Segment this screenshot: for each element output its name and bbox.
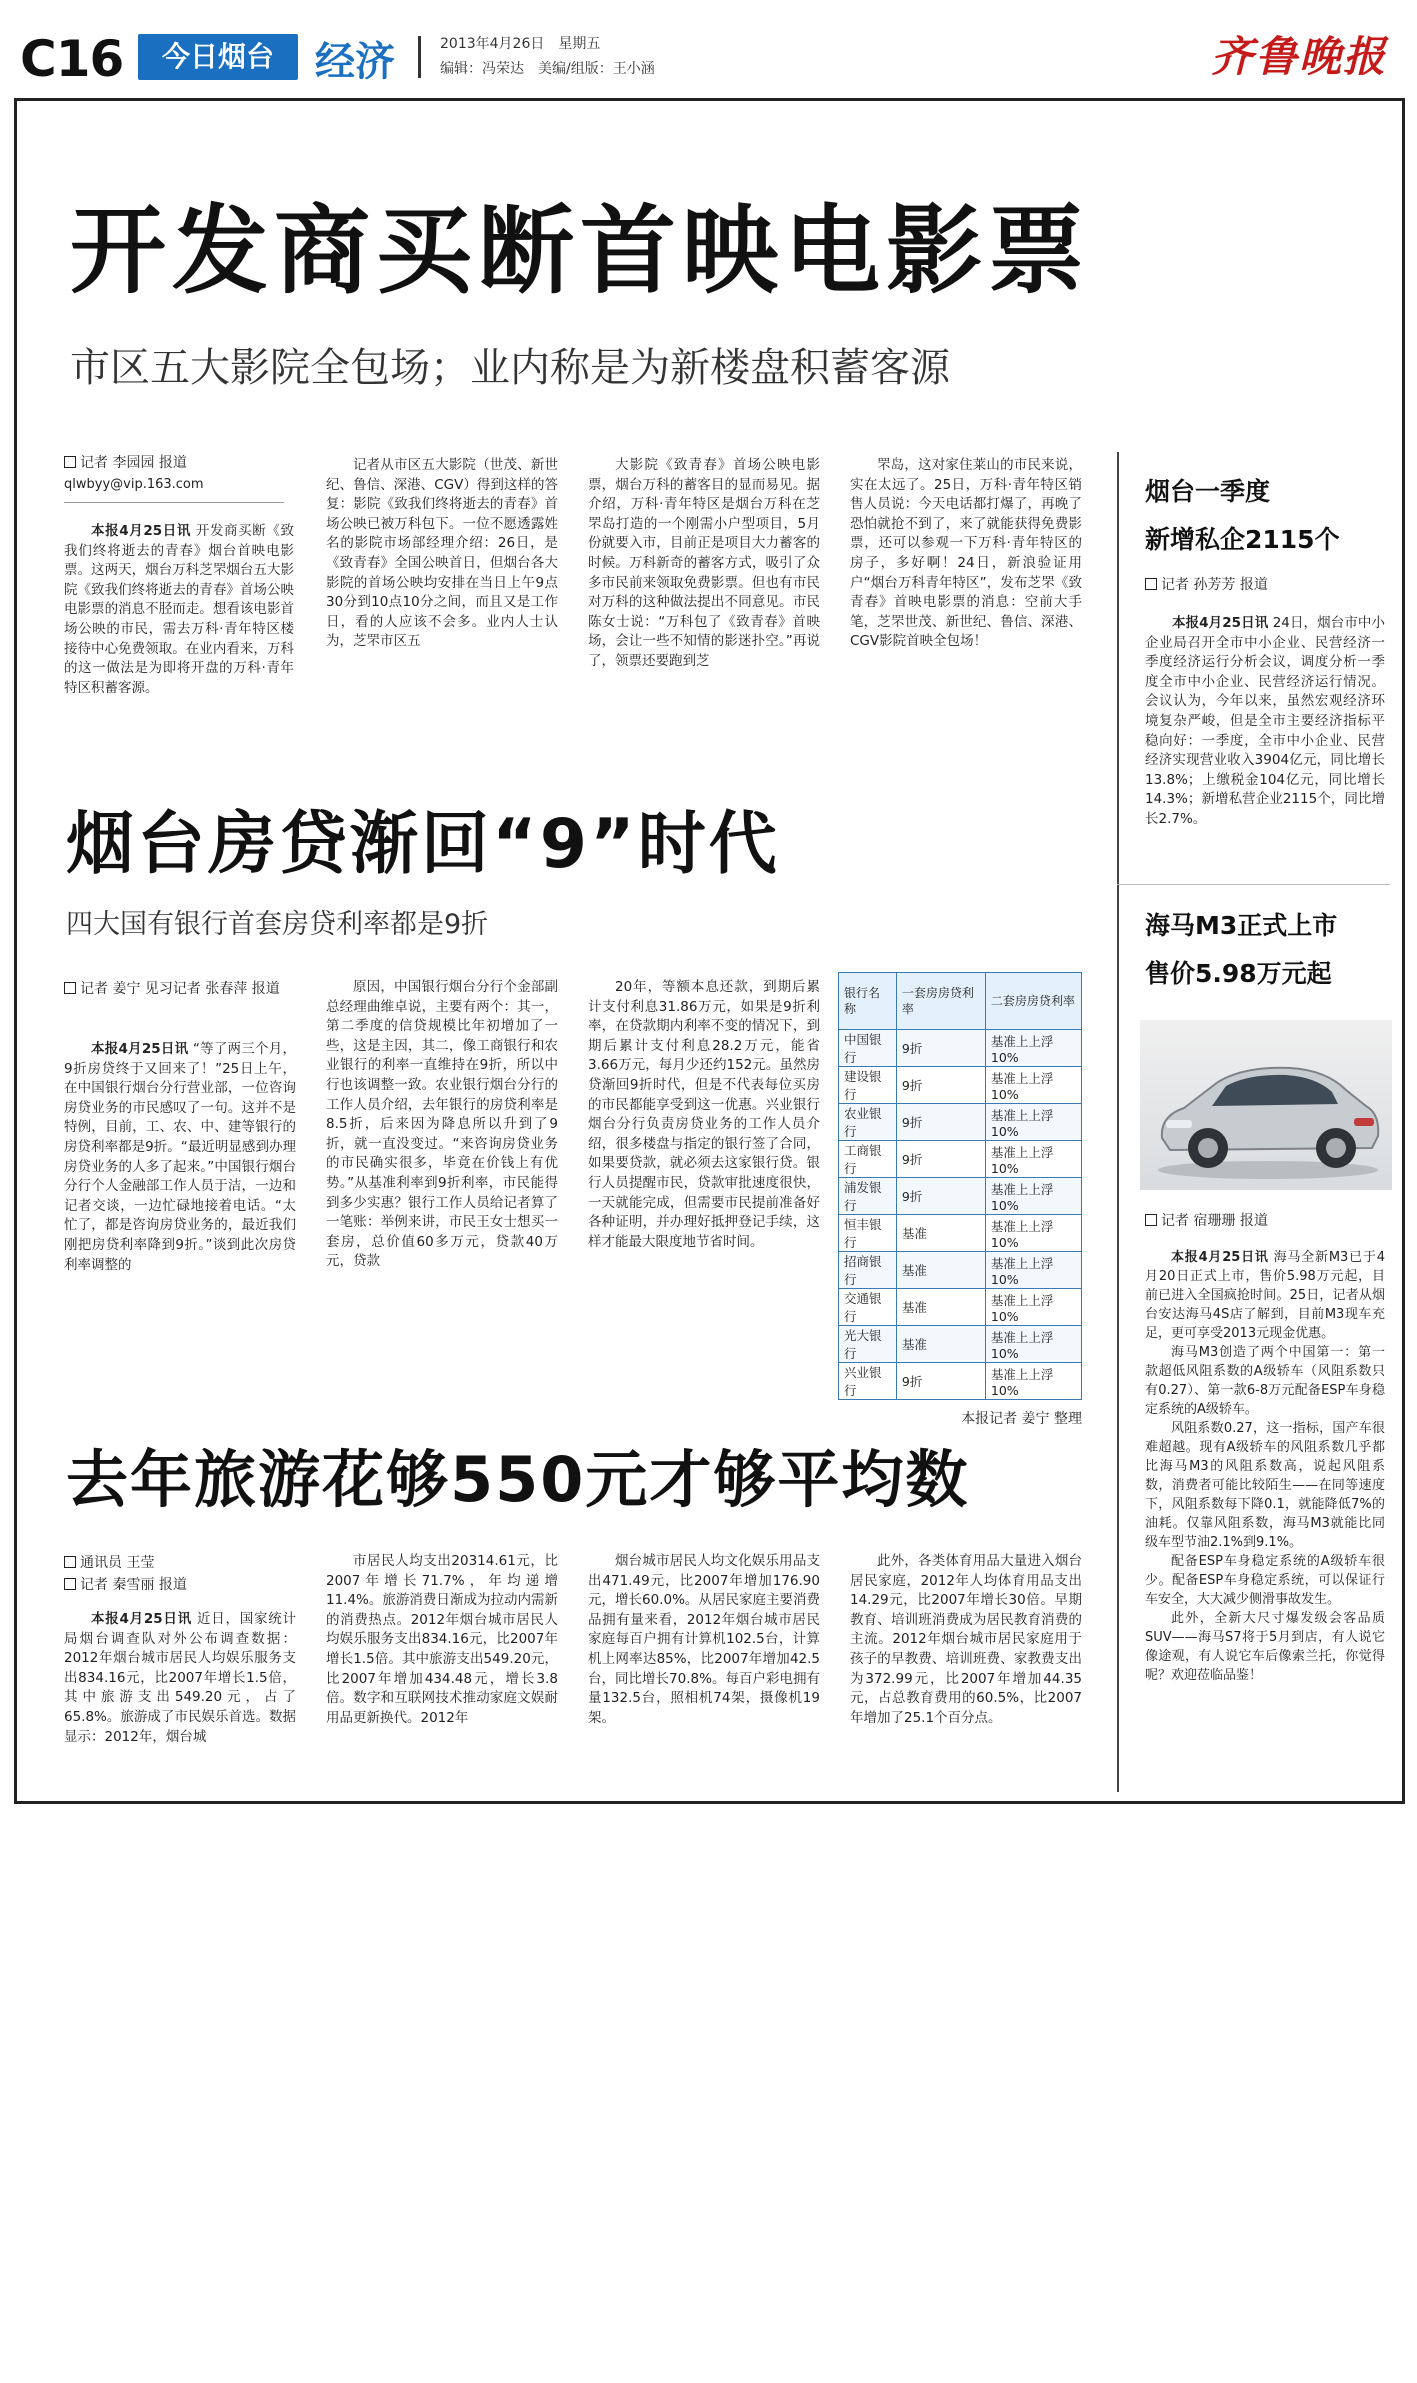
- issue-weekday: 星期五: [558, 36, 601, 52]
- rate-table-cell: 基准上上浮10%: [985, 1326, 1081, 1363]
- byline-box-icon: [64, 982, 76, 994]
- story2-subhead: 四大国有银行首套房贷利率都是9折: [66, 909, 489, 940]
- story2-text-1: “等了两三个月，9折房贷终于又回来了！”25日上午，在中国银行烟台分行营业部，一位咨询房贷业务的市民感叹了一句。这并不是特例，目前，工、农、中、建等银行的房贷利率都是9折。“最近明显感到办理房贷业务的人多了起来。”中国银行烟台分行个人金融部工作人员于洁，一边和记者交谈，一边忙碌地接着电话。“太忙了，都是咨询房贷业务的，最近我们刚把房贷利率降到9折。”谈到此次房贷利率调整的: [64, 1041, 296, 1273]
- rate-table-header-cell: 银行名称: [839, 973, 897, 1030]
- rate-table-row: [839, 1104, 1082, 1141]
- rate-table-cell: 基准: [896, 1289, 985, 1326]
- story2-col-2: [326, 978, 558, 1272]
- rate-table-cell: 9折: [896, 1104, 985, 1141]
- rate-table-row: [839, 1289, 1082, 1326]
- sidebar-divider: [1117, 452, 1119, 1792]
- story1-text-2: 记者从市区五大影院（世茂、新世纪、鲁信、深港、CGV）得到这样的答复：影院《致我们终将逝去的青春》首场公映已被万科包下。一位不愿透露姓名的影院市场部经理介绍：26日，是《致青春》全国公映首日，但烟台各大影院的首场公映均安排在当日上午9点30分到10点10分之间，而且又是工作日，看的人应该不会多。业内人士认为，芝罘市区五: [326, 457, 558, 650]
- story1-col-2: [326, 456, 558, 652]
- rate-table-cell: 建设银行: [839, 1067, 897, 1104]
- rate-table-row: [839, 1030, 1082, 1067]
- rate-table-block: [838, 972, 1082, 1428]
- story2-byline: 记者 姜宁 见习记者 张春萍 报道: [80, 981, 280, 997]
- story2-text-2: 原因，中国银行烟台分行个金部副总经理曲维卓说，主要有两个：其一，第二季度的信贷规模比年初增加了一些，这是主因，其二，像工商银行和农业银行的利率一直维持在9折，所以中行也该调整一致。农业银行烟台分行的工作人员介绍，去年银行的房贷利率是8.5折，后来因为降息所以升到了9折，就一直没变过。“来咨询房贷业务的市民确实很多，毕竟在价钱上有优势。”从基准利率到9折利率，市民能得到多少实惠？银行工作人员给记者算了一笔账：举例来讲，市民王女士想买一套房，总价值60多万元，贷款40万元，贷款: [326, 979, 558, 1270]
- story2-dateline: 本报4月25日讯: [91, 1041, 189, 1057]
- story2-text-3: 20年，等额本息还款，到期后累计支付利息31.86万元，如果是9折利率，在贷款期内利率不变的情况下，到期后累计支付利息28.2万元，能省3.66万元，每月少还约152元。虽然房贷渐回9折时代，但是不代表每位买房的市民都能享受到这一优惠。兴业银行烟台分行负责房贷业务的工作人员介绍，很多楼盘与指定的银行签了合同，如果要贷款，就必须去这家银行贷。银行人员提醒市民，贷款审批速度很快，一天就能完成，但需要市民提前准备好各种证明，并办理好抵押登记手续，这样才能最大限度地节省时间。: [588, 979, 820, 1250]
- masthead-info: [440, 32, 669, 82]
- byline-box-icon: [64, 1578, 76, 1590]
- rate-table-cell: 基准上上浮10%: [985, 1030, 1081, 1067]
- story1-byline: 记者 李园园 报道: [80, 455, 187, 471]
- sidebar2-para-5: 此外，全新大尺寸爆发级会客品质SUV——海马S7将于5月到店，有人说它像途观，有人说它车后像索兰托，你觉得呢？欢迎莅临品鉴！: [1145, 1611, 1385, 1683]
- sidebar2-dateline: 本报4月25日讯: [1171, 1250, 1269, 1265]
- rate-table-header: [839, 973, 1082, 1030]
- story3-col-3: [588, 1552, 820, 1728]
- byline-box-icon: [1145, 1214, 1157, 1226]
- rate-table: [838, 972, 1082, 1400]
- rate-table-cell: 9折: [896, 1178, 985, 1215]
- rate-table-cell: 基准上上浮10%: [985, 1178, 1081, 1215]
- story1-col-4: [850, 456, 1082, 652]
- rate-table-row: [839, 1215, 1082, 1252]
- sidebar1-title-line2: 新增私企2115个: [1145, 525, 1340, 554]
- rate-table-cell: 兴业银行: [839, 1363, 897, 1400]
- story1-headline: 开发商买断首映电影票: [70, 195, 1090, 307]
- rate-table-header-cell: 二套房房贷利率: [985, 973, 1081, 1030]
- rate-table-cell: 恒丰银行: [839, 1215, 897, 1252]
- story3-headline: 去年旅游花够550元才够平均数: [66, 1443, 970, 1516]
- table-credit: 本报记者 姜宁 整理: [961, 1411, 1082, 1427]
- rate-table-cell: 9折: [896, 1141, 985, 1178]
- rate-table-cell: 光大银行: [839, 1326, 897, 1363]
- rate-table-cell: 基准上上浮10%: [985, 1141, 1081, 1178]
- newspaper-logo: 齐鲁晚报: [1210, 32, 1387, 81]
- car-icon: [1140, 1020, 1392, 1190]
- section-tag: 今日烟台: [138, 34, 298, 80]
- story1-col-1: [64, 522, 294, 698]
- story3-col-1: [64, 1610, 296, 1747]
- car-photo: [1140, 1020, 1392, 1190]
- issue-date: 2013年4月26日: [440, 36, 545, 52]
- sidebar-story2-body: [1145, 1210, 1390, 1685]
- rate-table-cell: 中国银行: [839, 1030, 897, 1067]
- rate-table-cell: 招商银行: [839, 1252, 897, 1289]
- byline-box-icon: [64, 1556, 76, 1568]
- sidebar1-body: [1145, 614, 1385, 830]
- rate-table-cell: 基准: [896, 1215, 985, 1252]
- story3-text-3: 烟台城市居民人均文化娱乐用品支出471.49元，比2007年增加176.90元，增长60.0%。从居民家庭主要消费品拥有量来看，2012年烟台城市居民家庭每百户拥有计算机102.5台，计算机上网率达85%，比2007年增加42.5台，同比增长70.8%。每百户彩电拥有量132.5台，照相机74架，摄像机19架。: [588, 1553, 820, 1726]
- story3-byline-1: 通讯员 王莹: [80, 1555, 155, 1571]
- rate-table-cell: 基准上上浮10%: [985, 1067, 1081, 1104]
- sidebar2-para-3: 风阻系数0.27，这一指标，国产车很难超越。现有A级轿车的风阻系数几乎都比海马M3的风阻系数高，说起风阻系数，消费者可能比较陌生——在同等速度下，风阻系数每下降0.1，就能降低7%的油耗。仅靠风阻系数，海马M3就能比同级车型节油2.1%到9.1%。: [1145, 1421, 1385, 1550]
- rate-table-cell: 交通银行: [839, 1289, 897, 1326]
- rate-table-cell: 基准: [896, 1252, 985, 1289]
- sidebar-rule: [1117, 884, 1390, 885]
- story1-text-4: 罘岛，这对家住莱山的市民来说，实在太远了。25日，万科·青年特区销售人员说：今天电话都打爆了，再晚了恐怕就抢不到了，来了就能获得免费影票，还可以参观一下万科·青年特区的房子，多好啊！24日，新浪验证用户“烟台万科青年特区”，发布芝罘《致青春》首映电影票的消息：空前大手笔，芝罘世茂、新世纪、鲁信、深港、CGV影院首映全包场！: [850, 457, 1082, 650]
- byline-box-icon: [1145, 578, 1157, 590]
- story3-byline-2: 记者 秦雪丽 报道: [80, 1577, 187, 1593]
- rate-table-cell: 基准上上浮10%: [985, 1363, 1081, 1400]
- sidebar2-text: [1145, 1248, 1385, 1685]
- sidebar-story2: [1145, 902, 1390, 998]
- rate-table-cell: 9折: [896, 1363, 985, 1400]
- rate-table-cell: 工商银行: [839, 1141, 897, 1178]
- rate-table-cell: 9折: [896, 1030, 985, 1067]
- editor-credit: 编辑：冯荣达: [440, 61, 524, 77]
- masthead-divider: [418, 36, 421, 78]
- section-name: 经济: [315, 39, 395, 85]
- rate-table-cell: 9折: [896, 1067, 985, 1104]
- story1-text-3: 大影院《致青春》首场公映电影票，烟台万科的蓄客目的显而易见。据介绍，万科·青年特区是烟台万科在芝罘岛打造的一个刚需小户型项目，5月份就要入市，目前正是项目大力蓄客的时候。万科新奇的蓄客方式，吸引了众多市民前来领取免费影票。但也有市民对万科的这种做法提出不同意见。市民陈女士说：“万科包了《致青春》首映场，会让一些不知情的影迷扑空。”再说了，领票还要跑到芝: [588, 457, 820, 669]
- story2-headline: 烟台房贷渐回“9”时代: [66, 805, 780, 884]
- sidebar1-byline: 记者 孙芳芳 报道: [1161, 577, 1268, 593]
- rate-table-row: [839, 1363, 1082, 1400]
- sidebar2-para-1: 海马全新M3已于4月20日正式上市，售价5.98万元起，目前已进入全国疯抢时间。25日，记者从烟台安达海马4S店了解到，目前M3现车充足，更可享受2013元现金优惠。: [1145, 1250, 1385, 1341]
- story1-col-3: [588, 456, 820, 672]
- sidebar1-title-line1: 烟台一季度: [1145, 477, 1271, 506]
- rate-table-header-cell: 一套房房贷利率: [896, 973, 985, 1030]
- story3-text-2: 市居民人均支出20314.61元，比2007年增长71.7%，年均递增11.4%。旅游消费日渐成为拉动内需新的消费热点。2012年烟台城市居民人均娱乐服务支出834.16元，比2007年增长1.5倍。其中旅游支出549.20元，比2007年增加434.48元，增长3.8倍。数字和互联网技术推动家庭文娱耐用品更新换代。2012年: [326, 1553, 558, 1726]
- rate-table-cell: 基准上上浮10%: [985, 1252, 1081, 1289]
- sidebar2-byline: 记者 宿珊珊 报道: [1161, 1213, 1268, 1229]
- story1-subhead: 市区五大影院全包场；业内称是为新楼盘积蓄客源: [70, 345, 950, 391]
- rate-table-row: [839, 1326, 1082, 1363]
- story3-byline-block: [64, 1552, 296, 1596]
- story3-text-4: 此外，各类体育用品大量进入烟台居民家庭，2012年人均体育用品支出14.29元，比2007年增长30倍。早期教育、培训班消费成为居民教育消费的主流。2012年烟台城市居民家庭用于孩子的早教费、培训班费、家教费支出为372.99元，比2007年增加44.35元，占总教育费用的60.5%，比2007年增加了25.1个百分点。: [850, 1553, 1082, 1726]
- sidebar-story1: [1145, 468, 1390, 830]
- story3-text-1: 近日，国家统计局烟台调查队对外公布调查数据：2012年烟台城市居民人均娱乐服务支出834.16元，比2007年增长1.5倍，其中旅游支出549.20元，占了65.8%。旅游成了市民娱乐首选。数据显示：2012年，烟台城: [64, 1611, 297, 1745]
- sidebar2-para-4: 配备ESP车身稳定系统的A级轿车很少。配备ESP车身稳定系统，可以保证行车安全，大大减少侧滑事故发生。: [1145, 1554, 1385, 1607]
- story1-text-1: 开发商买断《致我们终将逝去的青春》烟台首映电影票。这两天，烟台万科芝罘烟台五大影院《致我们终将逝去的青春》首场公映电影票的消息不胫而走。想看该电影首场公映的市民，需去万科·青年特区楼接待中心免费领取。在业内看来，万科的这一做法是为即将开盘的万科·青年特区积蓄客源。: [64, 523, 294, 696]
- page-number: C16: [20, 30, 124, 88]
- sidebar2-title-line1: 海马M3正式上市: [1145, 911, 1338, 940]
- story1-email: qlwbyy@vip.163.com: [64, 477, 204, 492]
- story1-dateline: 本报4月25日讯: [91, 523, 191, 539]
- byline-box-icon: [64, 456, 76, 468]
- rate-table-cell: 基准: [896, 1326, 985, 1363]
- byline-rule: [64, 502, 284, 503]
- story2-col-3: [588, 978, 820, 1252]
- story2-col-1: [64, 1040, 296, 1275]
- rate-table-cell: 浦发银行: [839, 1178, 897, 1215]
- designer-credit: 美编/组版：王小涵: [538, 61, 655, 77]
- sidebar1-dateline: 本报4月25日讯: [1172, 615, 1269, 631]
- story3-col-2: [326, 1552, 558, 1728]
- rate-table-cell: 基准上上浮10%: [985, 1289, 1081, 1326]
- rate-table-row: [839, 1252, 1082, 1289]
- rate-table-row: [839, 1141, 1082, 1178]
- story3-dateline: 本报4月25日讯: [91, 1611, 192, 1627]
- sidebar2-para-2: 海马M3创造了两个中国第一：第一款超低风阻系数的A级轿车（风阻系数只有0.27）、第一款6-8万元配备ESP车身稳定系统的A级轿车。: [1145, 1345, 1385, 1417]
- rate-table-cell: 农业银行: [839, 1104, 897, 1141]
- story1-byline-block: [64, 452, 304, 509]
- story3-col-4: [850, 1552, 1082, 1728]
- rate-table-cell: 基准上上浮10%: [985, 1215, 1081, 1252]
- sidebar1-text: 24日，烟台市中小企业局召开全市中小企业、民营经济一季度经济运行分析会议，调度分析一季度全市中小企业、民营经济运行情况。会议认为，今年以来，虽然宏观经济环境复杂严峻，但是全市主要经济指标平稳向好：一季度，全市中小企业、民营经济实现营业收入3904亿元，同比增长13.8%；上缴税金104亿元，同比增长14.3%；新增私营企业2115个，同比增长2.7%。: [1145, 615, 1386, 827]
- story2-byline-block: [64, 978, 296, 1000]
- rate-table-row: [839, 1067, 1082, 1104]
- rate-table-row: [839, 1178, 1082, 1215]
- sidebar2-title-line2: 售价5.98万元起: [1145, 959, 1332, 988]
- rate-table-cell: 基准上上浮10%: [985, 1104, 1081, 1141]
